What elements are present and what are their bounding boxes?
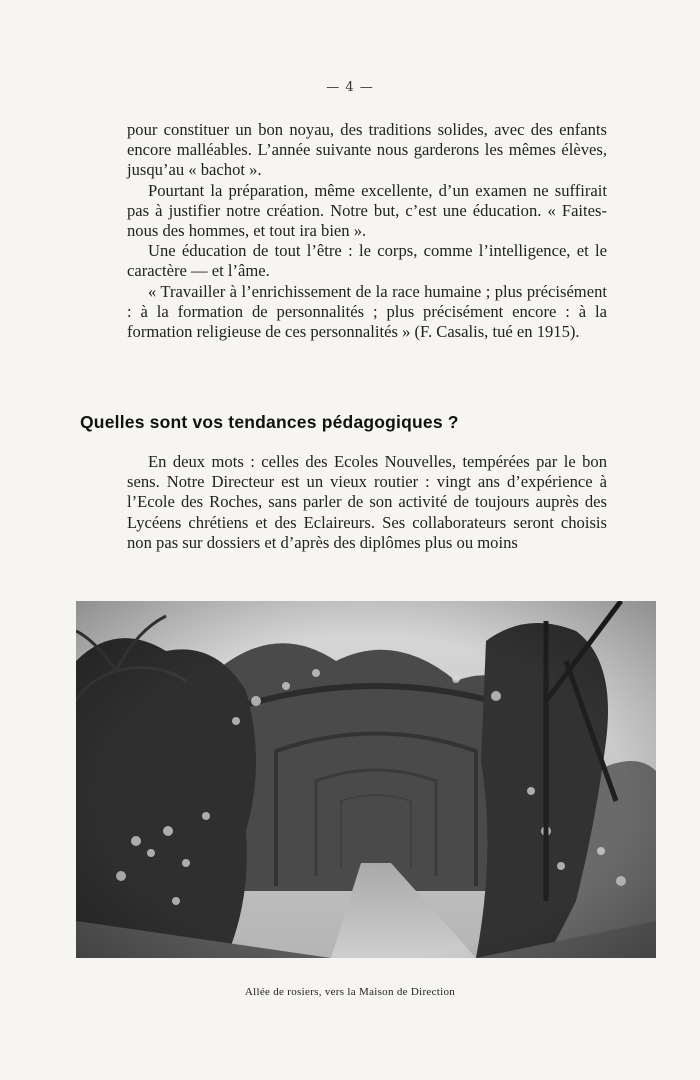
section-heading: Quelles sont vos tendances pédagogiques ? bbox=[80, 412, 459, 432]
garden-pergola-photo bbox=[76, 601, 656, 958]
photo-caption: Allée de rosiers, vers la Maison de Direction bbox=[244, 986, 456, 998]
paragraph: En deux mots : celles des Ecoles Nouvelles, tempérées par le bon sens. Notre Directeur est un vieux routier : vingt ans d’expérience à l’Ecole des Roches, sans parler de son activité de toujours auprès des Lycéens chrétiens et des Eclaireurs. Ses collaborateurs seront choisis non pas sur dossiers et d’après des diplômes plus ou moins bbox=[127, 452, 607, 552]
paragraph: Une éducation de tout l’être : le corps, comme l’intelligence, et le caractère — et l’âme. bbox=[127, 241, 607, 281]
text-block-top bbox=[127, 120, 607, 342]
text-block-section bbox=[127, 452, 607, 553]
page-number: — 4 — bbox=[326, 80, 374, 95]
paragraph: « Travailler à l’enrichissement de la race humaine ; plus précisément : à la formation de personnalités ; plus précisément encore : à la formation religieuse de ces personnalités » (F. Casalis, tué en 1915). bbox=[127, 281, 607, 342]
paragraph: Pourtant la préparation, même excellente, d’un examen ne suffirait pas à justifier notre création. Notre but, c’est une éducation. « Faites-nous des hommes, et tout ira bien ». bbox=[127, 180, 607, 241]
paragraph: pour constituer un bon noyau, des traditions solides, avec des enfants encore malléables. L’année suivante nous garderons les mêmes élèves, jusqu’au « bachot ». bbox=[127, 120, 607, 180]
